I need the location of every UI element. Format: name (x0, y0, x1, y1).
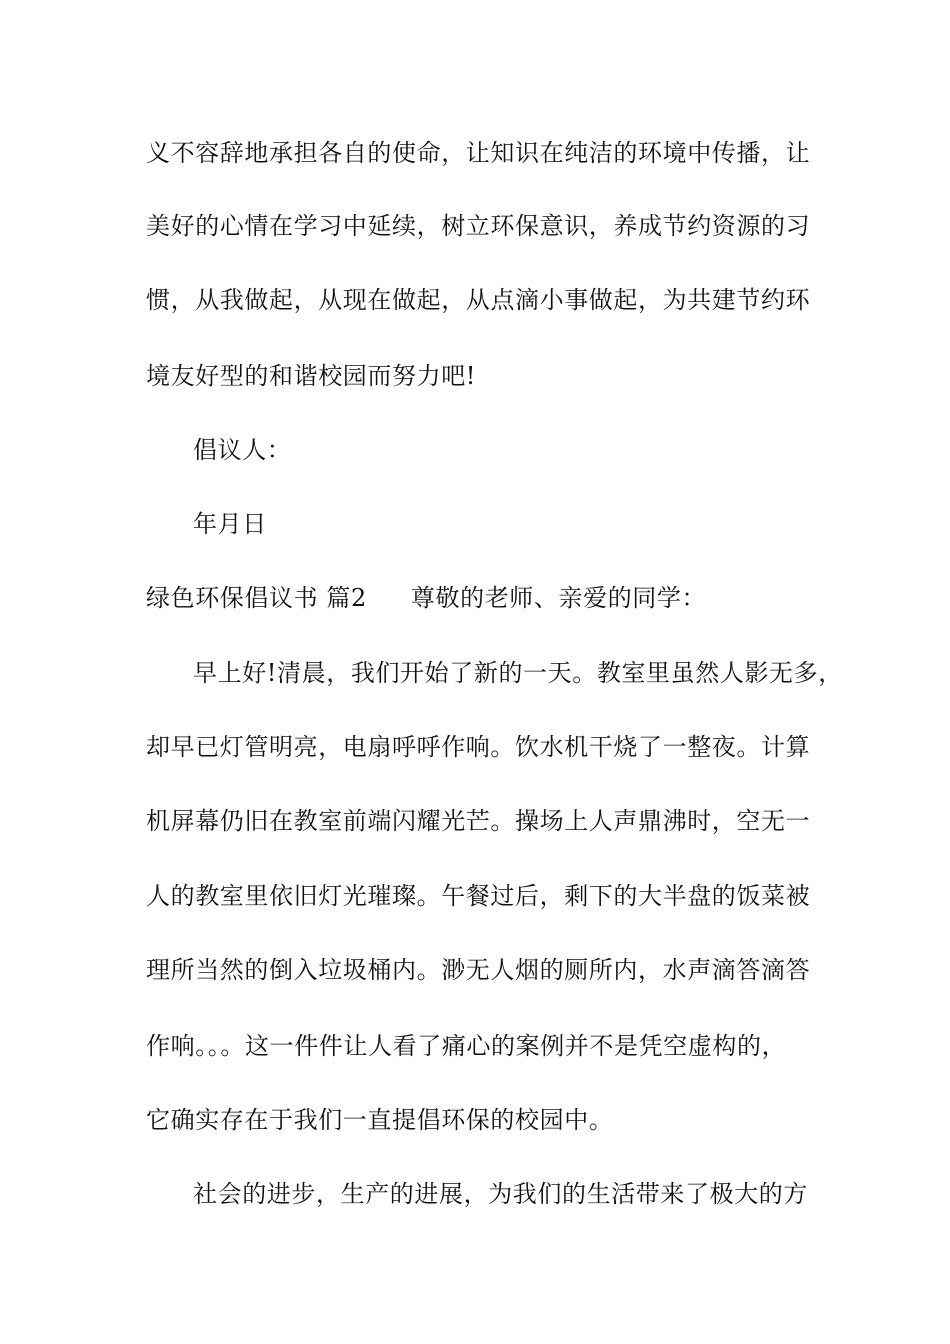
paragraph-2-line-3: 机屏幕仍旧在教室前端闪耀光芒。操场上人声鼎沸时，空无一 (146, 807, 811, 835)
paragraph-3-line-1: 社会的进步，生产的进展，为我们的生活带来了极大的方 (193, 1180, 808, 1208)
section-2-title: 绿色环保倡议书 篇2 (146, 584, 367, 612)
paragraph-2-line-7: 它确实存在于我们一直提倡环保的校园中。 (146, 1106, 614, 1134)
section-2-greeting: 尊敬的老师、亲爱的同学： (410, 584, 707, 612)
paragraph-1-line-1: 义不容辞地承担各自的使命，让知识在纯洁的环境中传播，让 (146, 139, 811, 167)
proposer-signature: 倡议人： (193, 436, 292, 464)
paragraph-1-line-3: 惯，从我做起，从现在做起，从点滴小事做起，为共建节约环 (146, 286, 811, 314)
paragraph-2-line-2: 却早已灯管明亮，电扇呼呼作响。饮水机干烧了一整夜。计算 (146, 733, 811, 761)
paragraph-1-line-2: 美好的心情在学习中延续，树立环保意识，养成节约资源的习 (146, 212, 811, 240)
paragraph-2-line-6: 作响。。。这一件件让人看了痛心的案例并不是凭空虚构的， (146, 1032, 787, 1060)
paragraph-1-line-4: 境友好型的和谐校园而努力吧! (146, 362, 477, 390)
section-2-heading-row (146, 583, 706, 613)
paragraph-2-line-5: 理所当然的倒入垃圾桶内。渺无人烟的厕所内，水声滴答滴答 (146, 956, 811, 984)
signature-date: 年月日 (193, 510, 267, 538)
paragraph-2-line-1: 早上好!清晨，我们开始了新的一天。教室里虽然人影无多， (193, 659, 843, 687)
paragraph-2-line-4: 人的教室里依旧灯光璀璨。午餐过后，剩下的大半盘的饭菜被 (146, 882, 811, 910)
